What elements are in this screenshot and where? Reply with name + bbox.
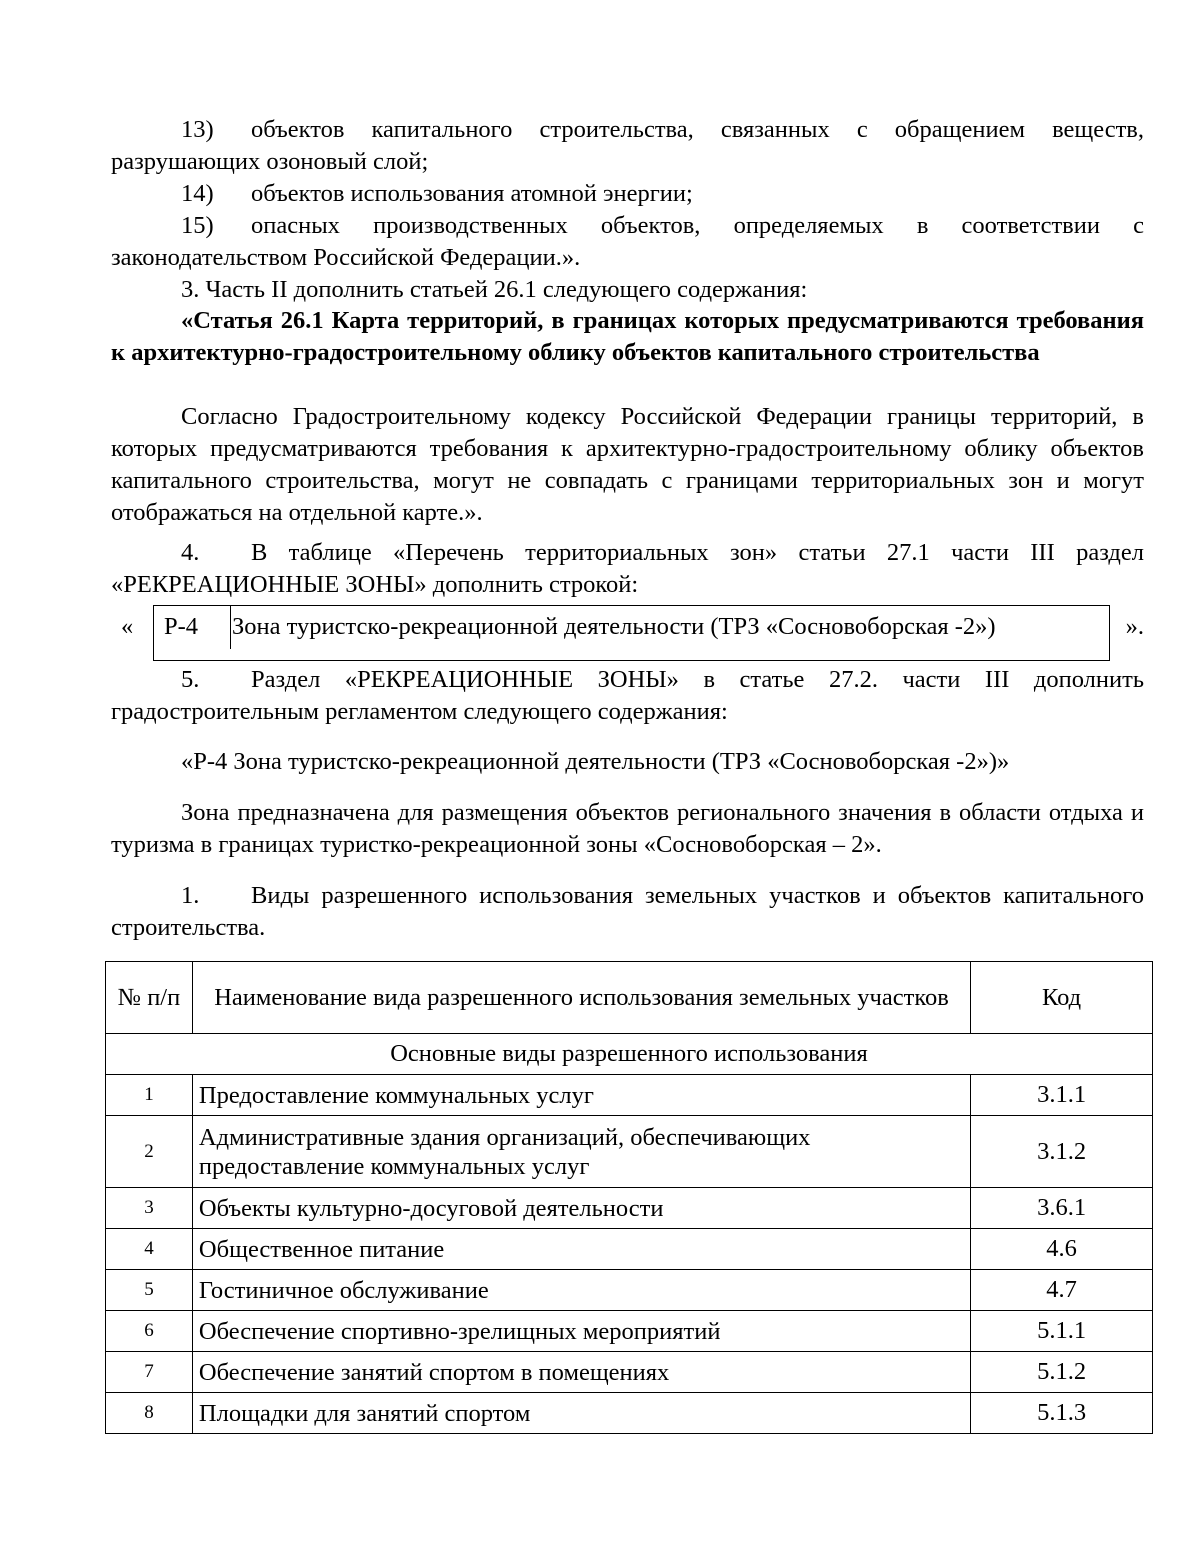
- item-text: объектов капитального строительства, связанных с обращением веществ, разрушающих озоновый слой;: [111, 116, 1144, 175]
- row-name: Объекты культурно-досуговой деятельности: [192, 1188, 970, 1229]
- item-text: объектов использования атомной энергии;: [251, 180, 693, 207]
- header-code: Код: [971, 962, 1153, 1034]
- item-number: 14): [181, 180, 214, 207]
- paragraph-1: [111, 880, 1144, 944]
- row-number: 7: [106, 1352, 193, 1393]
- section-title: Основные виды разрешенного использования: [106, 1034, 1153, 1075]
- row-code: 5.1.3: [971, 1393, 1153, 1434]
- paragraph-5: [111, 664, 1144, 728]
- row-number: 2: [106, 1116, 193, 1188]
- row-name: Административные здания организаций, обеспечивающих предоставление коммунальных услуг: [192, 1116, 970, 1188]
- row-number: 5: [106, 1270, 193, 1311]
- zone-purpose: Зона предназначена для размещения объектов регионального значения в области отдыха и туризма в границах туристко-рекреационной зоны «Сосновоборская – 2».: [111, 799, 1144, 858]
- inserted-zone-row: [111, 605, 1144, 661]
- open-quote: «: [121, 613, 134, 640]
- row-code: 5.1.2: [971, 1352, 1153, 1393]
- row-number: 8: [106, 1393, 193, 1434]
- table-row: [106, 1229, 1153, 1270]
- zone-name: Зона туристско-рекреационной деятельности (ТРЗ «Сосновоборская -2»): [232, 613, 996, 640]
- row-number: 1: [106, 1075, 193, 1116]
- row-code: 4.6: [971, 1229, 1153, 1270]
- paragraph-3: 3. Часть II дополнить статьей 26.1 следующего содержания:: [181, 276, 808, 303]
- paragraph-item-13: [111, 114, 1144, 178]
- table-row: [106, 1116, 1153, 1188]
- item-number: 13): [181, 116, 214, 143]
- row-name: Предоставление коммунальных услуг: [192, 1075, 970, 1116]
- row-code: 3.1.1: [971, 1075, 1153, 1116]
- table-row: [106, 1393, 1153, 1434]
- row-name: Общественное питание: [192, 1229, 970, 1270]
- article-body: Согласно Градостроительному кодексу Российской Федерации границы территорий, в которых предусматриваются требования к архитектурно-градостроительному облику объектов капитального строительства, могут не совпадать с границами территориальных зон и могут отображаться на отдельной карте.».: [111, 403, 1144, 526]
- land-use-table: [105, 961, 1153, 1434]
- item-number: 15): [181, 212, 214, 239]
- row-name: Обеспечение спортивно-зрелищных мероприятий: [192, 1311, 970, 1352]
- table-header-row: [106, 962, 1153, 1034]
- row-name: Гостиничное обслуживание: [192, 1270, 970, 1311]
- header-name: Наименование вида разрешенного использования земельных участков: [192, 962, 970, 1034]
- table-row: [106, 1075, 1153, 1116]
- row-name: Обеспечение занятий спортом в помещениях: [192, 1352, 970, 1393]
- table-row: [106, 1311, 1153, 1352]
- row-code: 5.1.1: [971, 1311, 1153, 1352]
- item-text: Раздел «РЕКРЕАЦИОННЫЕ ЗОНЫ» в статье 27.2. части III дополнить градостроительным регламентом следующего содержания:: [111, 666, 1144, 725]
- paragraph-item-15: [111, 210, 1144, 274]
- item-text: опасных производственных объектов, определяемых в соответствии с законодательством Российской Федерации.».: [111, 212, 1144, 271]
- paragraph-item-14: [111, 178, 1144, 210]
- header-num: № п/п: [106, 962, 193, 1034]
- close-quote: ».: [1125, 613, 1144, 640]
- row-code: 3.1.2: [971, 1116, 1153, 1188]
- table-section-row: [106, 1034, 1153, 1075]
- zone-heading: «Р-4 Зона туристско-рекреационной деятельности (ТРЗ «Сосновоборская -2»)»: [181, 748, 1010, 775]
- item-number: 1.: [181, 882, 200, 909]
- row-code: 3.6.1: [971, 1188, 1153, 1229]
- item-number: 5.: [181, 666, 200, 693]
- table-row: [106, 1270, 1153, 1311]
- zone-row-box: [153, 605, 1110, 661]
- row-number: 3: [106, 1188, 193, 1229]
- item-text: Виды разрешенного использования земельных участков и объектов капитального строительства.: [111, 882, 1144, 941]
- article-title: «Статья 26.1 Карта территорий, в границах которых предусматриваются требования к архитектурно-градостроительному облику объектов капитального строительства: [111, 307, 1144, 366]
- item-number: 4.: [181, 539, 200, 566]
- row-number: 6: [106, 1311, 193, 1352]
- row-name: Площадки для занятий спортом: [192, 1393, 970, 1434]
- row-number: 4: [106, 1229, 193, 1270]
- zone-code: Р-4: [154, 606, 231, 649]
- item-text: В таблице «Перечень территориальных зон» статьи 27.1 части III раздел «РЕКРЕАЦИОННЫЕ ЗОНЫ» дополнить строкой:: [111, 539, 1144, 598]
- paragraph-4: [111, 537, 1144, 601]
- table-row: [106, 1188, 1153, 1229]
- table-row: [106, 1352, 1153, 1393]
- row-code: 4.7: [971, 1270, 1153, 1311]
